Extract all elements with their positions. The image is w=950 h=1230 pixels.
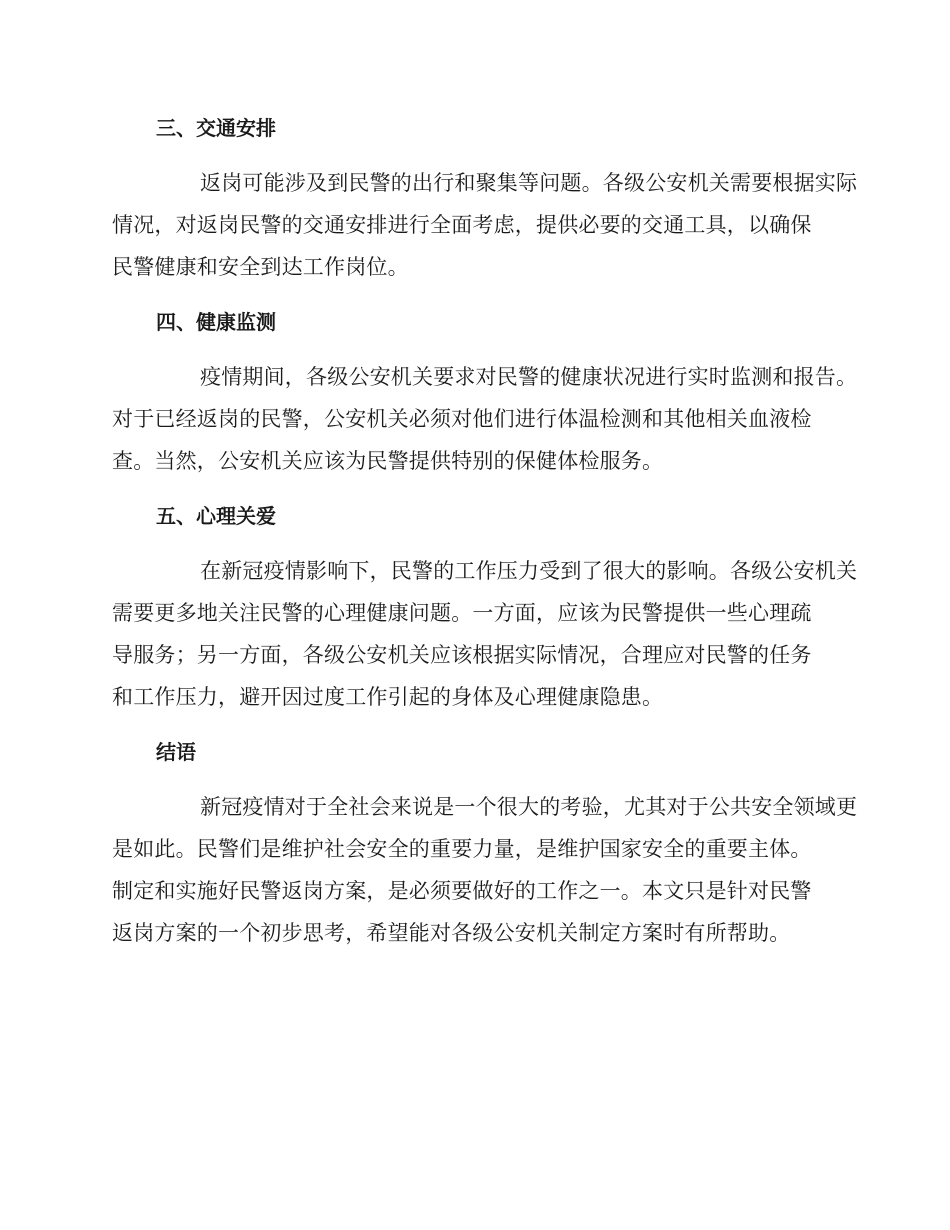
- paragraph-line: 制定和实施好民警返岗方案，是必须要做好的工作之一。本文只是针对民警: [112, 879, 812, 903]
- paragraph-line: 返岗可能涉及到民警的出行和聚集等问题。各级公安机关需要根据实际: [200, 171, 858, 195]
- section-heading-conclusion: 结语: [156, 740, 196, 764]
- section-heading-health-monitoring: 四、健康监测: [156, 310, 276, 334]
- paragraph-line: 疫情期间，各级公安机关要求对民警的健康状况进行实时监测和报告。: [200, 365, 858, 389]
- paragraph-line: 返岗方案的一个初步思考，希望能对各级公安机关制定方案时有所帮助。: [112, 921, 791, 945]
- paragraph-line: 新冠疫情对于全社会来说是一个很大的考验，尤其对于公共安全领域更: [200, 795, 858, 819]
- document-body: [112, 108, 858, 968]
- section-paragraph-psychological-care: [112, 550, 858, 718]
- section-paragraph-transport: [112, 162, 858, 288]
- section-paragraph-conclusion: [112, 786, 858, 954]
- paragraph-line: 查。当然，公安机关应该为民警提供特别的保健体检服务。: [112, 449, 664, 473]
- paragraph-line: 在新冠疫情影响下，民警的工作压力受到了很大的影响。各级公安机关: [200, 559, 858, 583]
- paragraph-line: 情况，对返岗民警的交通安排进行全面考虑，提供必要的交通工具，以确保: [112, 213, 812, 237]
- paragraph-line: 导服务；另一方面，各级公安机关应该根据实际情况，合理应对民警的任务: [112, 643, 812, 667]
- paragraph-line: 和工作压力，避开因过度工作引起的身体及心理健康隐患。: [112, 685, 664, 709]
- section-paragraph-health-monitoring: [112, 356, 858, 482]
- paragraph-line: 对于已经返岗的民警，公安机关必须对他们进行体温检测和其他相关血液检: [112, 407, 812, 431]
- section-heading-psychological-care: 五、心理关爱: [156, 504, 276, 528]
- paragraph-line: 是如此。民警们是维护社会安全的重要力量，是维护国家安全的重要主体。: [112, 837, 812, 861]
- paragraph-line: 民警健康和安全到达工作岗位。: [112, 255, 409, 279]
- section-heading-transport: 三、交通安排: [156, 116, 276, 140]
- paragraph-line: 需要更多地关注民警的心理健康问题。一方面，应该为民警提供一些心理疏: [112, 601, 812, 625]
